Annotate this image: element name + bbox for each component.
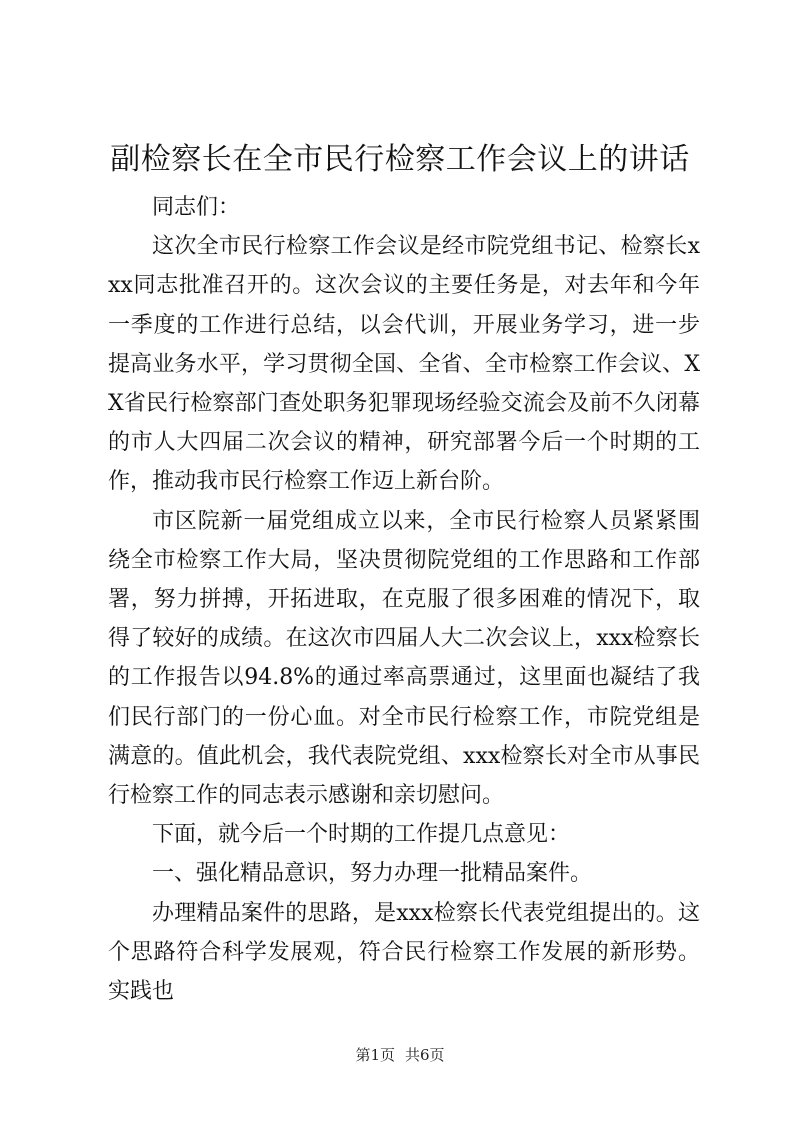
paragraph-quality-cases: 办理精品案件的思路，是xxx检察长代表党组提出的。这个思路符合科学发展观，符合民行检察工作发展的新形势。实践也 <box>108 900 700 1005</box>
paragraph-opinions-intro: 下面，就今后一个时期的工作提几点意见： <box>152 822 571 848</box>
document-body <box>108 188 700 1011</box>
paragraph-meeting-purpose: 这次全市民行检察工作会议是经市院党组书记、检察长xxx同志批准召开的。这次会议的主要任务是，对去年和今年一季度的工作进行总结，以会代训，开展业务学习，进一步提高业务水平，学习贯彻全国、全省、全市检察工作会议、XX省民行检察部门查处职务犯罪现场经验交流会及前不久闭幕的市人大四届二次会议的精神，研究部署今后一个时期的工作，推动我市民行检察工作迈上新台阶。 <box>108 234 700 495</box>
page-number: 第1页 <box>355 1046 395 1064</box>
page-footer <box>0 1045 800 1065</box>
page-total: 共6页 <box>405 1046 445 1064</box>
document-title: 副检察长在全市民行检察工作会议上的讲话 <box>110 142 690 177</box>
paragraph-achievements: 市区院新一届党组成立以来，全市民行检察人员紧紧围绕全市检察工作大局，坚决贯彻院党组的工作思路和工作部署，努力拼搏，开拓进取，在克服了很多困难的情况下，取得了较好的成绩。在这次市四届人大二次会议上，xxx检察长的工作报告以94.8%的通过率高票通过，这里面也凝结了我们民行部门的一份心血。对全市民行检察工作，市院党组是满意的。值此机会，我代表院党组、xxx检察长对全市从事民行检察工作的同志表示感谢和亲切慰问。 <box>108 508 700 809</box>
paragraph-greeting: 同志们： <box>152 195 241 220</box>
paragraph-section-heading-1: 一、强化精品意识，努力办理一批精品案件。 <box>152 861 593 887</box>
